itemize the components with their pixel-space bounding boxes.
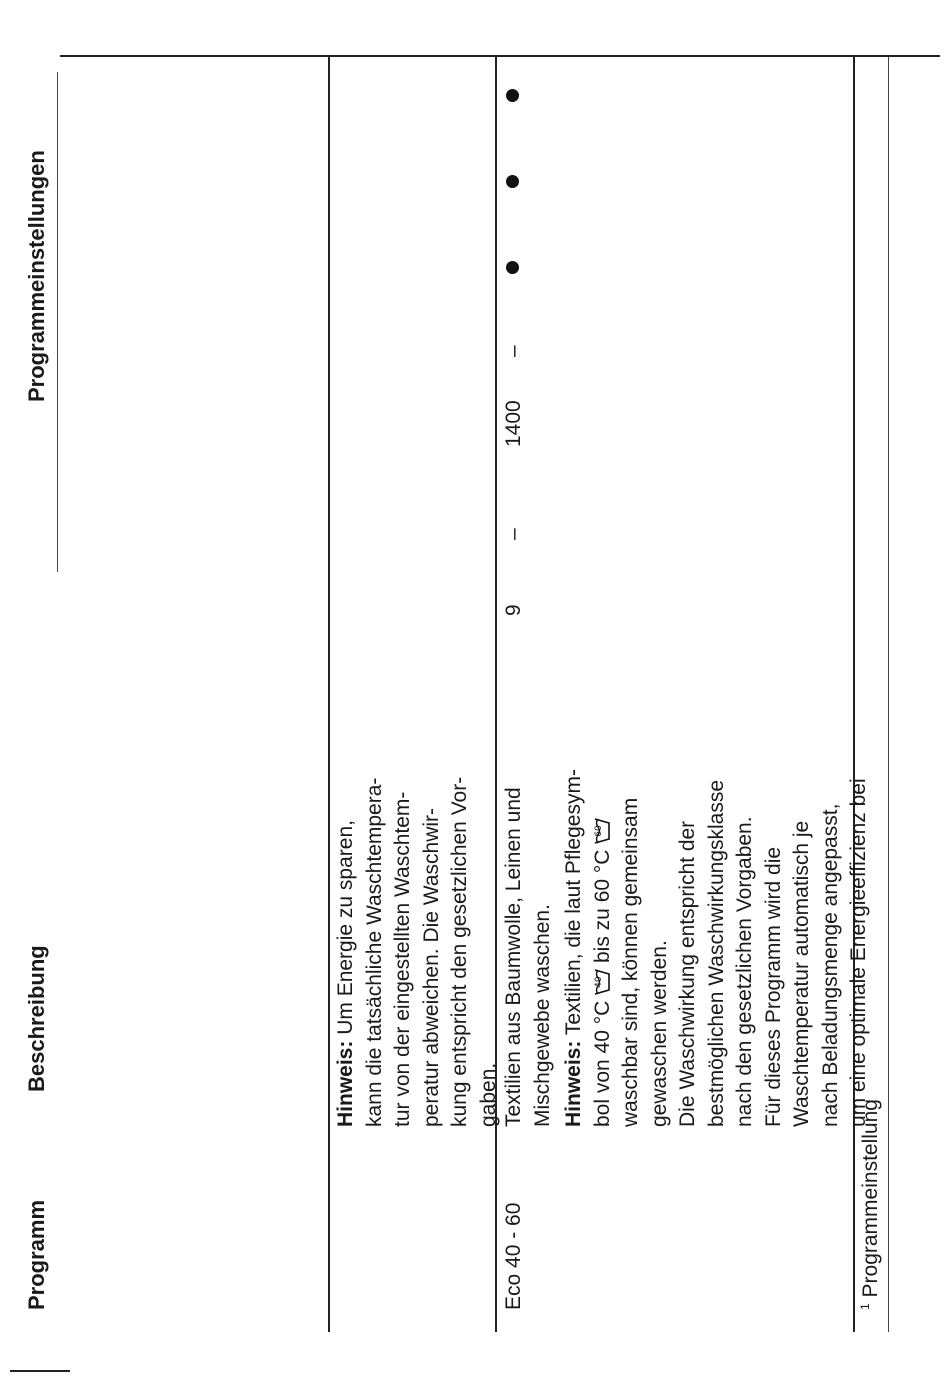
row2-line: um eine optimale Energieeffizienz bei [847, 778, 870, 1127]
row2-line: waschbar sind, können gemeinsam [619, 797, 642, 1127]
row-divider-bottom [853, 57, 855, 1332]
row1-line: gaben. [476, 1062, 500, 1127]
row2-line: nach den gesetzlichen Vorgaben. [733, 816, 756, 1127]
setting-bullet [506, 89, 519, 102]
row1-line: peratur abweichen. Die Waschwir- [419, 807, 443, 1127]
row2-line: Die Waschwirkung entspricht der [676, 820, 699, 1127]
wash-60-value: 60 [593, 825, 604, 837]
row1-line: kann die tatsächliche Waschtempera- [362, 777, 386, 1127]
header-program: Programm [24, 1199, 49, 1310]
setting-bullet [506, 175, 519, 188]
row2-line: gewaschen werden. [647, 940, 671, 1127]
row2-line: bestmöglichen Waschwirkungsklasse [704, 779, 728, 1127]
row2-line: Für dieses Programm wird die [761, 846, 785, 1127]
row2-line: Textilien aus Baumwolle, Leinen und [502, 787, 525, 1127]
footnote-rule [888, 57, 889, 1332]
row2-program: Eco 40 - 60 [502, 1202, 525, 1310]
row1-line: tur von der eingestellten Waschtem- [391, 791, 414, 1127]
row-divider-middle [495, 57, 497, 1332]
footnote-mark: 1 [858, 1303, 872, 1310]
setting-spin: 1400 [502, 400, 525, 447]
row2-line: Waschtemperatur automatisch je [790, 820, 813, 1127]
footnote [858, 1099, 883, 1310]
table-left-edge [10, 1370, 70, 1372]
row-divider-top [328, 57, 330, 1332]
row1-description [332, 777, 503, 1127]
row2-line: Textilien, die laut Pflegesym- [562, 769, 585, 1036]
row2-description [500, 769, 874, 1127]
header-settings: Programmeinstellungen [24, 150, 49, 402]
setting-bullet [506, 261, 519, 274]
setting-load: 9 [502, 604, 525, 616]
setting-dash: – [502, 345, 525, 357]
wash-40-value: 40 [593, 976, 604, 988]
wash-40-icon [591, 969, 609, 995]
footnote-text: Programmeinstellung [859, 1099, 882, 1298]
row2-line: nach Beladungsmenge angepasst, [818, 803, 842, 1127]
table-right-edge [60, 55, 940, 57]
wash-60-icon [591, 818, 609, 844]
row1-line: kung entspricht den gesetzlichen Vor- [448, 776, 471, 1127]
setting-dash: – [502, 528, 525, 540]
row1-line: Um Energie zu sparen, [334, 820, 357, 1035]
settings-header-underline [57, 72, 58, 572]
row2-hint-label: Hinweis: [562, 1040, 585, 1127]
row2-line: bis zu 60 °C [590, 849, 614, 963]
row2-line: bol von 40 °C [590, 1000, 614, 1127]
row2-line: Mischgewebe waschen. [530, 904, 554, 1127]
row1-hint-label: Hinweis: [334, 1040, 357, 1127]
header-description: Beschreibung [24, 945, 49, 1092]
